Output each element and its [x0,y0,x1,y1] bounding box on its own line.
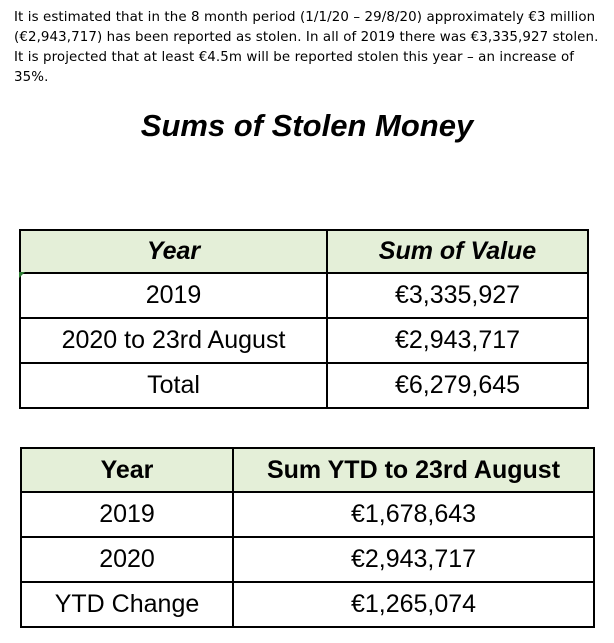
table-row [21,492,594,537]
year-cell: Total [20,363,327,408]
table-row [21,537,594,582]
column-header-sum-ytd: Sum YTD to 23rd August [233,448,594,492]
year-cell: 2020 to 23rd August [20,318,327,363]
year-cell: YTD Change [21,582,233,627]
table-header-row [21,448,594,492]
stolen-sums-table [19,229,589,409]
column-header-sum-of-value: Sum of Value [327,230,588,273]
ytd-comparison-table [20,447,595,628]
table-header-row [20,230,588,273]
value-cell: €6,279,645 [327,363,588,408]
table-row [20,363,588,408]
intro-paragraph: It is estimated that in the 8 month period (1/1/20 – 29/8/20) approximately €3 million (€2,943,717) has been reported as stolen. In all of 2019 there was €3,335,927 stolen. It is projected that at least €4.5m will be reported stolen this year – an increase of 35%. [14,10,599,85]
year-cell: 2020 [21,537,233,582]
page-title: Sums of Stolen Money [140,108,474,143]
value-cell: €2,943,717 [327,318,588,363]
cell-comment-marker [19,272,25,278]
year-cell: 2019 [20,273,327,318]
table-row [20,273,588,318]
year-cell: 2019 [21,492,233,537]
table-row [21,582,594,627]
column-header-year: Year [21,448,233,492]
value-cell: €1,265,074 [233,582,594,627]
value-cell: €2,943,717 [233,537,594,582]
column-header-year: Year [20,230,327,273]
value-cell: €3,335,927 [327,273,588,318]
value-cell: €1,678,643 [233,492,594,537]
table-row [20,318,588,363]
